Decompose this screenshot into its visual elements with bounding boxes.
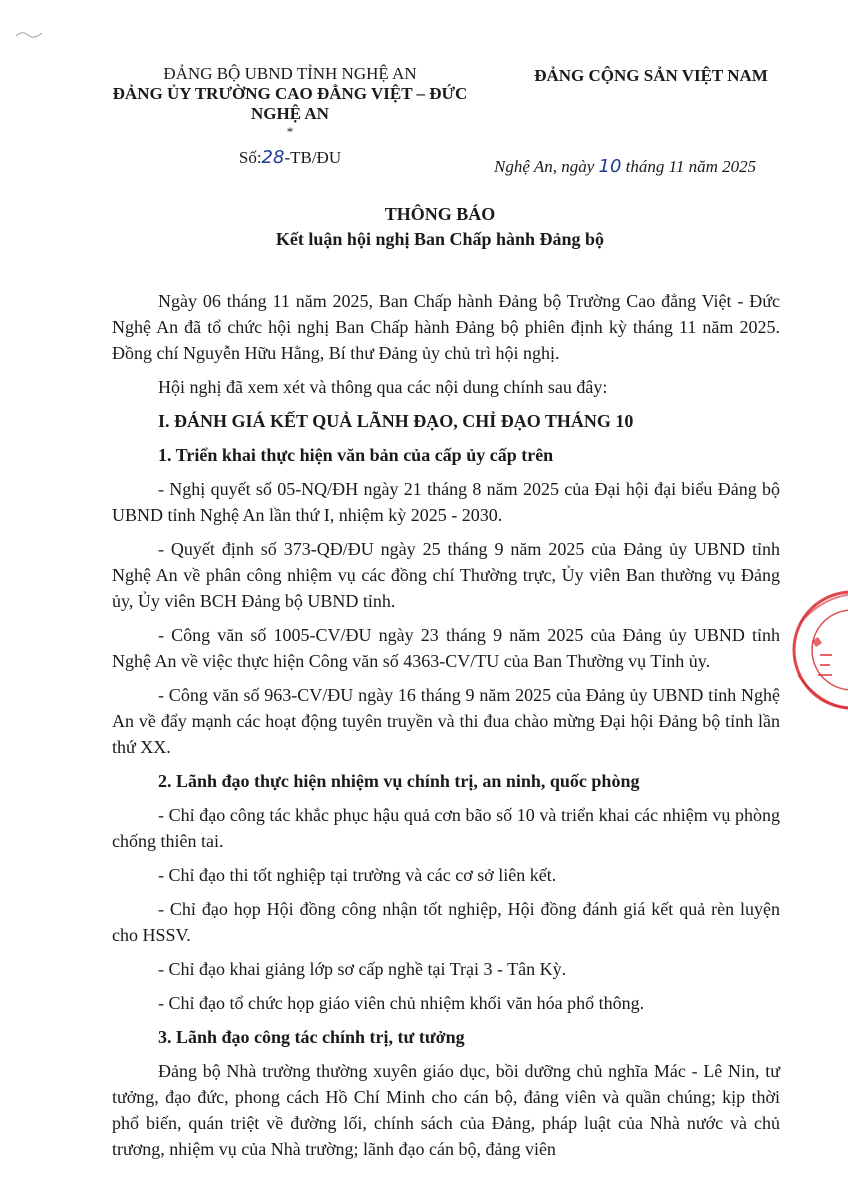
list-item: - Quyết định số 373-QĐ/ĐU ngày 25 tháng 9 năm 2025 của Đảng ủy UBND tỉnh Nghệ An về phân công nhiệm vụ các đồng chí Thường trực, Ủy viên Ban thường vụ Đảng ủy, Ủy viên BCH Đảng bộ UBND tỉnh. [112, 539, 780, 611]
list-item: - Chỉ đạo tổ chức họp giáo viên chủ nhiệm khối văn hóa phổ thông. [158, 993, 645, 1013]
issuing-organization [90, 64, 490, 168]
number-handwritten: 28 [261, 147, 285, 168]
org-line-1: ĐẢNG BỘ UBND TỈNH NGHỆ AN [163, 64, 417, 83]
list-item: - Chỉ đạo họp Hội đồng công nhận tốt nghiệp, Hội đồng đánh giá kết quả rèn luyện cho HSSV. [112, 899, 780, 945]
number-suffix: -TB/ĐU [284, 148, 342, 167]
separator-star: * [286, 124, 294, 139]
document-title: THÔNG BÁO [384, 204, 496, 224]
org-line-2: ĐẢNG ỦY TRƯỜNG CAO ĐẲNG VIỆT – ĐỨC [112, 84, 468, 103]
number-prefix: Số: [238, 148, 262, 167]
body-paragraph: Đảng bộ Nhà trường thường xuyên giáo dục, bồi dưỡng chủ nghĩa Mác - Lê Nin, tư tưởng, đạo đức, phong cách Hồ Chí Minh cho cán bộ, đảng viên và quần chúng; kịp thời phổ biến, quán triệt về đường lối, chính sách của Đảng, pháp luật của Nhà nước và chủ trương, nhiệm vụ của Nhà trường; lãnh đạo cán bộ, đảng viên [112, 1061, 780, 1159]
org-line-3: NGHỆ AN [251, 104, 329, 123]
bleed-through-text [520, 100, 820, 161]
agenda-paragraph: Hội nghị đã xem xét và thông qua các nội dung chính sau đây: [158, 377, 608, 397]
subsection-heading-1: 1. Triển khai thực hiện văn bản của cấp ủy cấp trên [158, 445, 554, 465]
date-suffix: tháng 11 năm 2025 [625, 157, 757, 176]
list-item: - Chỉ đạo thi tốt nghiệp tại trường và các cơ sở liên kết. [158, 865, 557, 885]
list-item: - Công văn số 963-CV/ĐU ngày 16 tháng 9 năm 2025 của Đảng ủy UBND tỉnh Nghệ An về đẩy mạnh các hoạt động tuyên truyền và thi đua chào mừng Đại hội Đảng bộ tỉnh lần thứ XX. [112, 685, 780, 757]
scan-artifact-icon [14, 28, 44, 42]
issue-date [494, 156, 814, 177]
date-day-handwritten: 10 [598, 156, 622, 177]
intro-paragraph: Ngày 06 tháng 11 năm 2025, Ban Chấp hành Đảng bộ Trường Cao đẳng Việt - Đức Nghệ An đã tổ chức hội nghị Ban Chấp hành Đảng bộ phiên định kỳ tháng 11 năm 2025. Đồng chí Nguyễn Hữu Hằng, Bí thư Đảng ủy chủ trì hội nghị. [112, 291, 780, 363]
subsection-heading-2: 2. Lãnh đạo thực hiện nhiệm vụ chính trị, an ninh, quốc phòng [158, 771, 640, 791]
subsection-heading-3: 3. Lãnh đạo công tác chính trị, tư tưởng [158, 1027, 465, 1047]
party-name: ĐẢNG CỘNG SẢN VIỆT NAM [534, 66, 768, 85]
document-body [112, 288, 780, 1170]
document-number [90, 148, 490, 168]
list-item: - Chỉ đạo công tác khắc phục hậu quả cơn bão số 10 và triển khai các nhiệm vụ phòng chống thiên tai. [112, 805, 780, 851]
section-heading-1: I. ĐÁNH GIÁ KẾT QUẢ LÃNH ĐẠO, CHỈ ĐẠO THÁNG 10 [158, 411, 634, 431]
list-item: - Nghị quyết số 05-NQ/ĐH ngày 21 tháng 8 năm 2025 của Đại hội đại biểu Đảng bộ UBND tỉnh Nghệ An lần thứ I, nhiệm kỳ 2025 - 2030. [112, 479, 780, 525]
list-item: - Công văn số 1005-CV/ĐU ngày 23 tháng 9 năm 2025 của Đảng ủy UBND tỉnh Nghệ An về việc thực hiện Công văn số 4363-CV/TU của Ban Thường vụ Tỉnh ủy. [112, 625, 780, 671]
document-subtitle: Kết luận hội nghị Ban Chấp hành Đảng bộ [275, 229, 605, 249]
date-prefix: Nghệ An, ngày [494, 157, 595, 176]
seal-stamp-icon [790, 575, 848, 725]
list-item: - Chỉ đạo khai giảng lớp sơ cấp nghề tại Trại 3 - Tân Kỳ. [158, 959, 567, 979]
